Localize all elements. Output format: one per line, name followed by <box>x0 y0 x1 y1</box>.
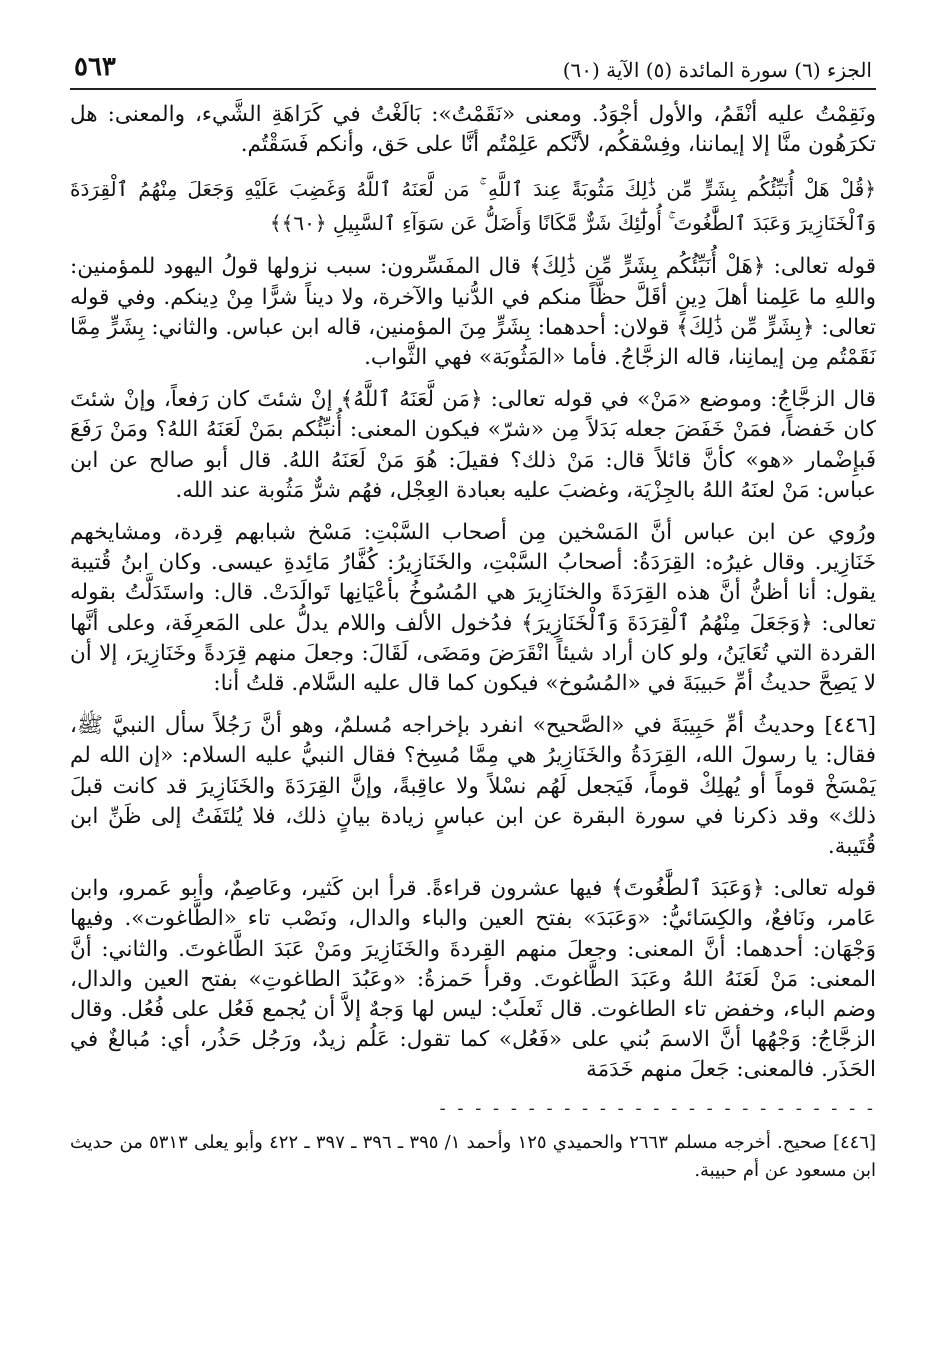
footnote-separator: - - - - - - - - - - - - - - - - - - - - - - - - - <box>439 1097 876 1119</box>
paragraph: ورُوي عن ابن عباس أنَّ المَسْخين مِن أصحاب السَّبْتِ: مَسْخ شبابهم قِردة، ومشايخهم خَنَازِير. وقال غيرُه: القِرَدَةُ: أصحابُ السَّبْتِ، والخَنَازِيرُ: كُفَّارُ مَائِدةِ عيسى. وكان ابنُ قُتيبة يقول: أنا أظنُّ أنَّ هذه القِرَدَةَ والخنَازِيرَ هي المُسُوخُ بأعْيَانِها تَوالَدَتْ. قال: واستَدَلَّتُ بقوله تعالى: ﴿وَجَعَلَ مِنْهُمُ ٱلْقِرَدَةَ وَٱلْخَنَازِيرَ﴾ فدُخول الألف واللام يدلُّ على المَعرِفَة، وعلى أنَّها القردة التي تُعَايَنُ، ولو كان أراد شيئاً انْقَرَضَ ومَضَى، لَقَالَ: وجعلَ منهم قِرَدةً وخَنَازِيرَ، إلا أن لا يَصِحَّ حديثُ أمِّ حَبيبَةَ في «المُسُوخ» فيكون كما قال عليه السَّلام. قلتُ أنا: <box>70 520 876 697</box>
hadith-paragraph: [٤٤٦] وحديثُ أمِّ حَبِيبَةَ في «الصَّحيح» انفرد بإخراجه مُسلمٌ، وهو أنَّ رَجُلاً سأل النبيَّ ﷺ، فقال: يا رسولَ الله، القِرَدَةُ والخَنَازِيرُ هي مِمَّا مُسِخ؟ فقال النبيُّ عليه السلام: «إن الله لم يَمْسَخْ قوماً أو يُهلِكْ قوماً، فَيَجعل لَهُم نسْلاً ولا عاقِبةً، وإنَّ القِرَدَةَ والخَنَازِيرَ قد كانت قبلَ ذلك» وقد ذكرنا في سورة البقرة عن ابن عباسٍ زيادة بيانٍ ذلك، فلا يُلتَفَتُ إلى ظَنِّ ابن قُتَيبة. <box>70 713 876 860</box>
paragraph: قوله تعالى: ﴿هَلْ أُنَبِّئُكُم بِشَرٍّ مِّن ذَٰلِكَ﴾ قال المفَسِّرون: سبب نزولها قولُ اليهود للمؤمنين: واللهِ ما عَلِمنا أهلَ دِينٍ أقَلَّ حظَّاً منكم في الدُّنيا والآخرة، ولا ديناً شرًّا مِنْ دِينكم. وفي قوله تعالى: ﴿بِشَرٍّ مِّن ذَٰلِكَ﴾ قولان: أحدهما: بِشَرٍّ مِنَ المؤمنين، قاله ابن عباس. والثاني: بِشَرٍّ مِمَّا نَقَمْتُم مِن إيمانِنا، قاله الزجَّاجُ. فأما «المَثُوبَة» فهي الثَّواب. <box>70 254 876 371</box>
page-number: ٥٦٣ <box>74 52 116 82</box>
paragraph: قال الزجَّاجُ: وموضع «مَنْ» في قوله تعالى: ﴿مَن لَّعَنَهُ ٱللَّهُ﴾ إنْ شئتَ كان رَفعاً، وإنْ شئتَ كان خَفضاً، فمَنْ خَفَضَ جعله بَدَلاً مِن «شرّ» فيكون المعنى: أُنبِّئُكم بمَنْ لَعَنَهُ اللهُ؟ ومَنْ رَفَعَ فَبإِضْمار «هو» كأنَّ قائلاً قال: مَنْ ذلك؟ فقيلَ: هُوَ مَنْ لَعَنَهُ اللهُ. قال أبو صالح عن ابن عباس: مَنْ لعنَهُ اللهُ بالجِزْيَة، وغضبَ عليه بعبادة العِجْل، فهُم شرٌّ مَثُوبة عند الله. <box>70 387 876 503</box>
page-body <box>70 100 876 1086</box>
paragraph: ونَقِمْتُ عليه أنْقَمُ، والأول أجْوَدُ. ومعنى «نَقَمْتُ»: بَالَغْتُ في كَرَاهَةِ الشَّيء، والمعنى: هل تكرَهُون منَّا إلا إيماننا، وفِسْقكُم، لأنَّكم عَلِمْتُم أنَّا على حَق، وأنكم فَسَقْتُم. <box>70 102 876 158</box>
paragraph: قوله تعالى: ﴿وَعَبَدَ ٱلطَّٰغُوتَ﴾ فيها عشرون قراءةً. قرأ ابن كَثير، وعَاصِمٌ، وأبو عَمرو، وابن عَامر، ونَافعٌ، والكِسَائيُّ: «وَعَبَدَ» بفتح العين والباء والدال، ونَصْب تاء «الطَّاغوت». وفيها وَجْهَان: أحدهما: أنَّ المعنى: وجعلَ منهم القِردةَ والخَنَازِيرَ ومَنْ عَبَدَ الطَّاغوتَ. والثاني: أنَّ المعنى: مَنْ لَعَنَهُ اللهُ وعَبَدَ الطَّاغوتَ. وقرأ حَمزةُ: «وعَبُدَ الطاغوتِ» بفتح العين والدال، وضم الباء، وخفض تاء الطاغوت. قال ثَعلَبٌ: ليس لها وَجهٌ إلاَّ أن يُجمع فَعُل على فُعُل. وقال الزجَّاجُ: وَجْهُها أنَّ الاسمَ بُني على «فَعُل» كما تقول: عَلُم زيدٌ، ورَجُل حَذُر، أي: مُبالغٌ في الحَذَر. فالمعنى: جَعلَ منهم خَدَمَة <box>70 876 876 1083</box>
footnote: [٤٤٦] صحيح. أخرجه مسلم ٢٦٦٣ والحميدي ١٢٥ وأحمد ١/ ٣٩٥ ـ ٣٩٦ ـ ٣٩٧ ـ ٤٢٢ وأبو يعلى ٥٣١٣ من حديث ابن مسعود عن أم حبيبة. <box>70 1131 877 1181</box>
quran-verse: ﴿قُلْ هَلْ أُنَبِّئُكُم بِشَرٍّ مِّن ذَٰلِكَ مَثُوبَةً عِندَ ٱللَّهِ ۚ مَن لَّعَنَهُ ٱللَّهُ وَغَضِبَ عَلَيْهِ وَجَعَلَ مِنْهُمُ ٱلْقِرَدَةَ وَٱلْخَنَازِيرَ وَعَبَدَ ٱلطَّٰغُوتَ ۚ أُولَٰٓئِكَ شَرٌّ مَّكَانًا وَأَضَلُّ عَن سَوَآءِ ٱلسَّبِيلِ ﴿٦٠﴾﴾ <box>70 177 876 236</box>
running-title: الجزء (٦) سورة المائدة (٥) الآية (٦٠) <box>562 58 872 82</box>
book-page <box>70 52 876 1185</box>
page-header <box>70 52 876 90</box>
